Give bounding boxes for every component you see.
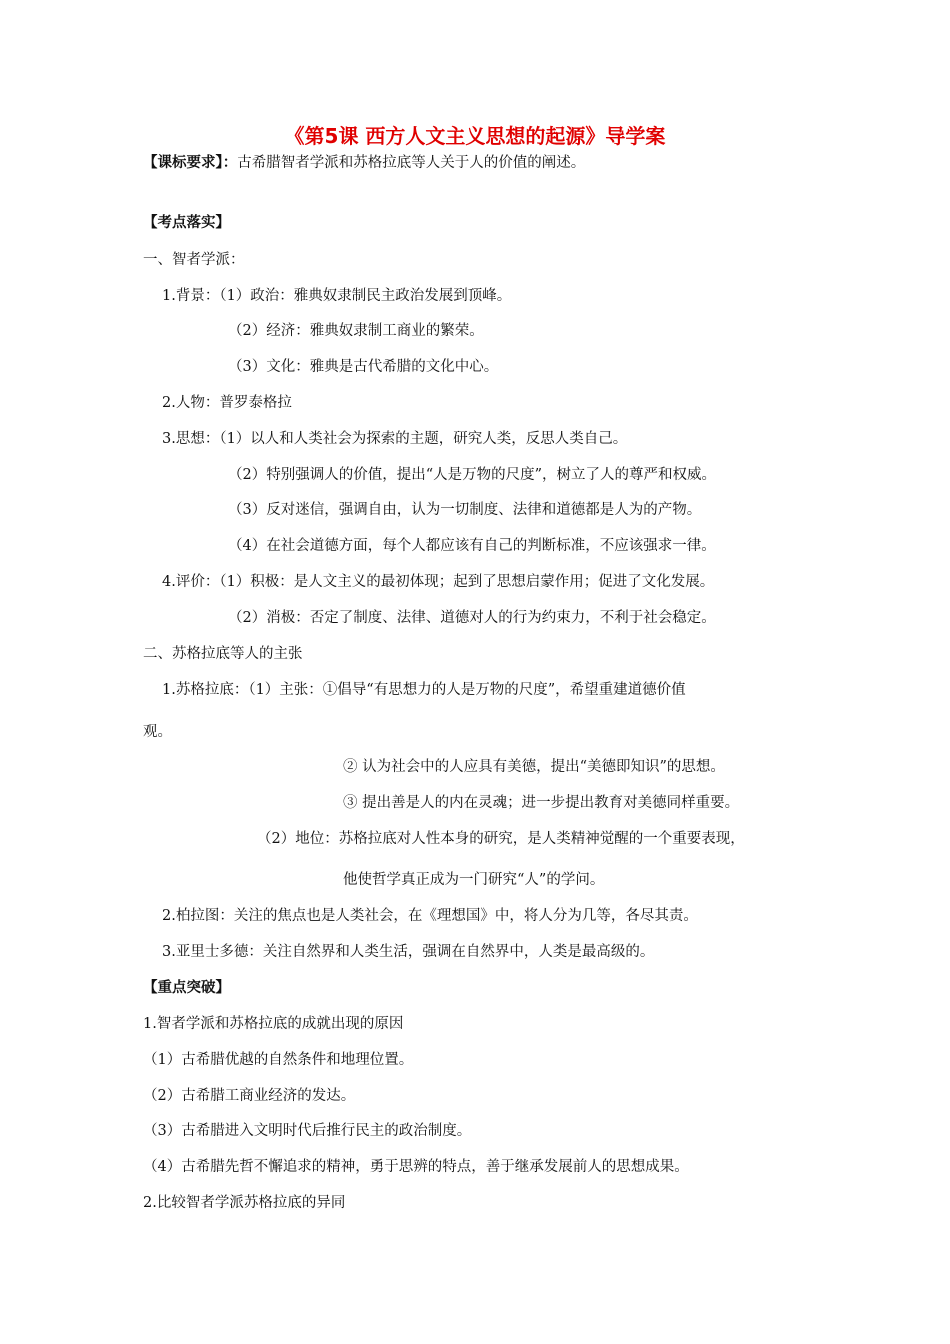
requirement-text: 古希腊智者学派和苏格拉底等人关于人的价值的阐述。 xyxy=(237,155,586,171)
question-1: 1.智者学派和苏格拉底的成就出现的原因 xyxy=(143,1016,404,1032)
question-2: 2.比较智者学派苏格拉底的异同 xyxy=(143,1195,346,1211)
section-heading-zhongdian: 【重点突破】 xyxy=(143,980,230,996)
part2-heading: 二、苏格拉底等人的主张 xyxy=(143,646,303,662)
socrates-position-continued: 他使哲学真正成为一门研究“人”的学问。 xyxy=(343,872,605,888)
reason-3: （3）古希腊进入文明时代后推行民主的政治制度。 xyxy=(143,1123,472,1139)
requirement-line xyxy=(143,153,585,173)
plato-line: 2.柏拉图：关注的焦点也是人类社会，在《理想国》中，将人分为几等，各尽其责。 xyxy=(162,908,698,924)
reason-1: （1）古希腊优越的自然条件和地理位置。 xyxy=(143,1052,414,1068)
evaluation-line-2: （2）消极：否定了制度、法律、道德对人的行为约束力，不利于社会稳定。 xyxy=(228,610,716,626)
background-line-3: （3）文化：雅典是古代希腊的文化中心。 xyxy=(228,359,499,375)
idea-line-1: 3.思想：（1）以人和人类社会为探索的主题，研究人类，反思人类自己。 xyxy=(162,431,628,447)
idea-line-4: （4）在社会道德方面，每个人都应该有自己的判断标准，不应该强求一律。 xyxy=(228,538,716,554)
section-heading-kaodian: 【考点落实】 xyxy=(143,215,230,231)
socrates-position-line: （2）地位：苏格拉底对人性本身的研究，是人类精神觉醒的一个重要表现， xyxy=(257,831,745,847)
socrates-line-2: ② 认为社会中的人应具有美德，提出“美德即知识”的思想。 xyxy=(343,759,725,775)
socrates-line-3: ③ 提出善是人的内在灵魂；进一步提出教育对美德同样重要。 xyxy=(343,795,740,811)
page-title: 《第5课 西方人文主义思想的起源》导学案 xyxy=(284,124,666,148)
background-line-2: （2）经济：雅典奴隶制工商业的繁荣。 xyxy=(228,323,484,339)
evaluation-line-1: 4.评价：（1）积极：是人文主义的最初体现；起到了思想启蒙作用；促进了文化发展。 xyxy=(162,574,715,590)
idea-line-2: （2）特别强调人的价值，提出“人是万物的尺度”，树立了人的尊严和权威。 xyxy=(228,467,717,483)
reason-2: （2）古希腊工商业经济的发达。 xyxy=(143,1088,356,1104)
idea-line-3: （3）反对迷信，强调自由，认为一切制度、法律和道德都是人为的产物。 xyxy=(228,502,702,518)
part1-heading: 一、智者学派： xyxy=(143,252,245,268)
reason-4: （4）古希腊先哲不懈追求的精神，勇于思辨的特点，善于继承发展前人的思想成果。 xyxy=(143,1159,689,1175)
background-line-1: 1.背景：（1）政治：雅典奴隶制民主政治发展到顶峰。 xyxy=(162,288,512,304)
socrates-line-1: 1.苏格拉底：（1）主张：①倡导“有思想力的人是万物的尺度”，希望重建道德价值 xyxy=(162,682,686,698)
socrates-line-1-continued: 观。 xyxy=(143,724,172,740)
requirement-label: 【课标要求】： xyxy=(143,155,238,171)
person-line: 2.人物：普罗泰格拉 xyxy=(162,395,292,411)
aristotle-line: 3.亚里士多德：关注自然界和人类生活，强调在自然界中，人类是最高级的。 xyxy=(162,944,655,960)
